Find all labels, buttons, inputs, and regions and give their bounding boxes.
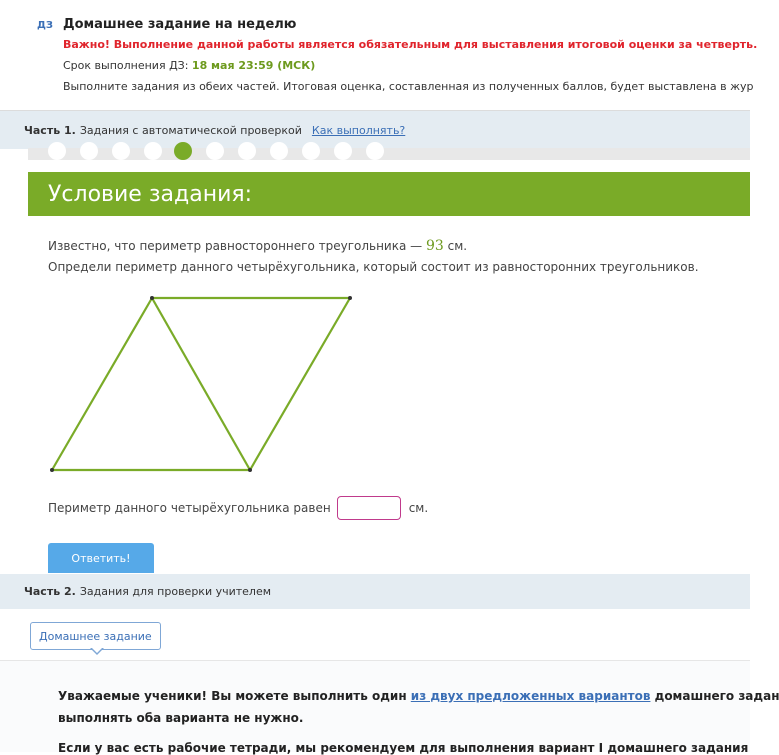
figure-edge bbox=[52, 298, 152, 470]
task-dot[interactable] bbox=[48, 142, 66, 160]
deadline-value: 18 мая 23:59 (МСК) bbox=[191, 59, 316, 72]
part2-label: Часть 2. bbox=[24, 585, 76, 598]
rhombus-figure bbox=[28, 216, 750, 574]
teacher-paragraph-2: выполнять оба варианта не нужно. bbox=[58, 711, 304, 725]
homework-header bbox=[0, 0, 758, 111]
submit-answer-button[interactable]: Ответить! bbox=[48, 543, 154, 573]
tab-caret-inner bbox=[91, 647, 103, 653]
task-dot[interactable] bbox=[334, 142, 352, 160]
teacher-paragraph-1 bbox=[58, 689, 779, 703]
teacher-paragraph-3: Если у вас есть рабочие тетради, мы рекомендуем для выполнения вариант I домашнего задания bbox=[58, 741, 749, 755]
part2-text: Задания для проверки учителем bbox=[79, 585, 272, 598]
task-navigator bbox=[28, 148, 750, 160]
part2-bar bbox=[0, 574, 750, 609]
answer-label: Периметр данного четырёхугольника равен bbox=[48, 501, 331, 515]
figure-edge bbox=[250, 298, 350, 470]
homework-tag: ДЗ bbox=[37, 20, 54, 31]
variants-link[interactable]: из двух предложенных вариантов bbox=[410, 689, 651, 703]
task-dot[interactable] bbox=[206, 142, 224, 160]
task-condition-header: Условие задания: bbox=[28, 172, 750, 216]
figure-vertex bbox=[348, 296, 352, 300]
teacher-p1-after: домашнего задан bbox=[654, 689, 779, 703]
task-condition-body bbox=[28, 216, 750, 574]
how-to-link[interactable]: Как выполнять? bbox=[311, 123, 406, 137]
figure-vertex bbox=[50, 468, 54, 472]
homework-info: Выполните задания из обеих частей. Итоговая оценка, составленная из полученных баллов, будет выставлена в жур bbox=[63, 80, 754, 93]
task-dot[interactable] bbox=[112, 142, 130, 160]
teacher-p1-before: Уважаемые ученики! Вы можете выполнить один bbox=[58, 689, 407, 703]
task-dot-current[interactable] bbox=[174, 142, 192, 160]
answer-row bbox=[48, 496, 428, 520]
task-dot[interactable] bbox=[80, 142, 98, 160]
tab-homework[interactable]: Домашнее задание bbox=[30, 622, 161, 650]
q1-number: 93 bbox=[425, 238, 444, 254]
task-dot[interactable] bbox=[270, 142, 288, 160]
part1-label: Часть 1. bbox=[24, 123, 76, 137]
teacher-instructions bbox=[0, 660, 779, 755]
question-line-2: Определи периметр данного четырёхугольника, который состоит из равносторонних треугольников. bbox=[48, 260, 699, 274]
figure-edge bbox=[152, 298, 250, 470]
task-dot[interactable] bbox=[366, 142, 384, 160]
task-dot[interactable] bbox=[238, 142, 256, 160]
task-dot[interactable] bbox=[144, 142, 162, 160]
part1-text: Задания с автоматической проверкой bbox=[79, 123, 302, 137]
homework-warning: Важно! Выполнение данной работы является обязательным для выставления итоговой оценки за четверть. bbox=[63, 38, 758, 51]
figure-vertex bbox=[248, 468, 252, 472]
homework-title: Домашнее задание на неделю bbox=[63, 17, 297, 32]
figure-vertex bbox=[150, 296, 154, 300]
task-dot[interactable] bbox=[302, 142, 320, 160]
homework-deadline bbox=[63, 59, 315, 72]
q1-suffix: см. bbox=[447, 239, 468, 253]
q1-prefix: Известно, что периметр равностороннего треугольника — bbox=[48, 239, 423, 253]
answer-input[interactable] bbox=[337, 496, 401, 520]
deadline-label: Срок выполнения ДЗ: bbox=[63, 59, 189, 72]
answer-unit: см. bbox=[408, 501, 429, 515]
